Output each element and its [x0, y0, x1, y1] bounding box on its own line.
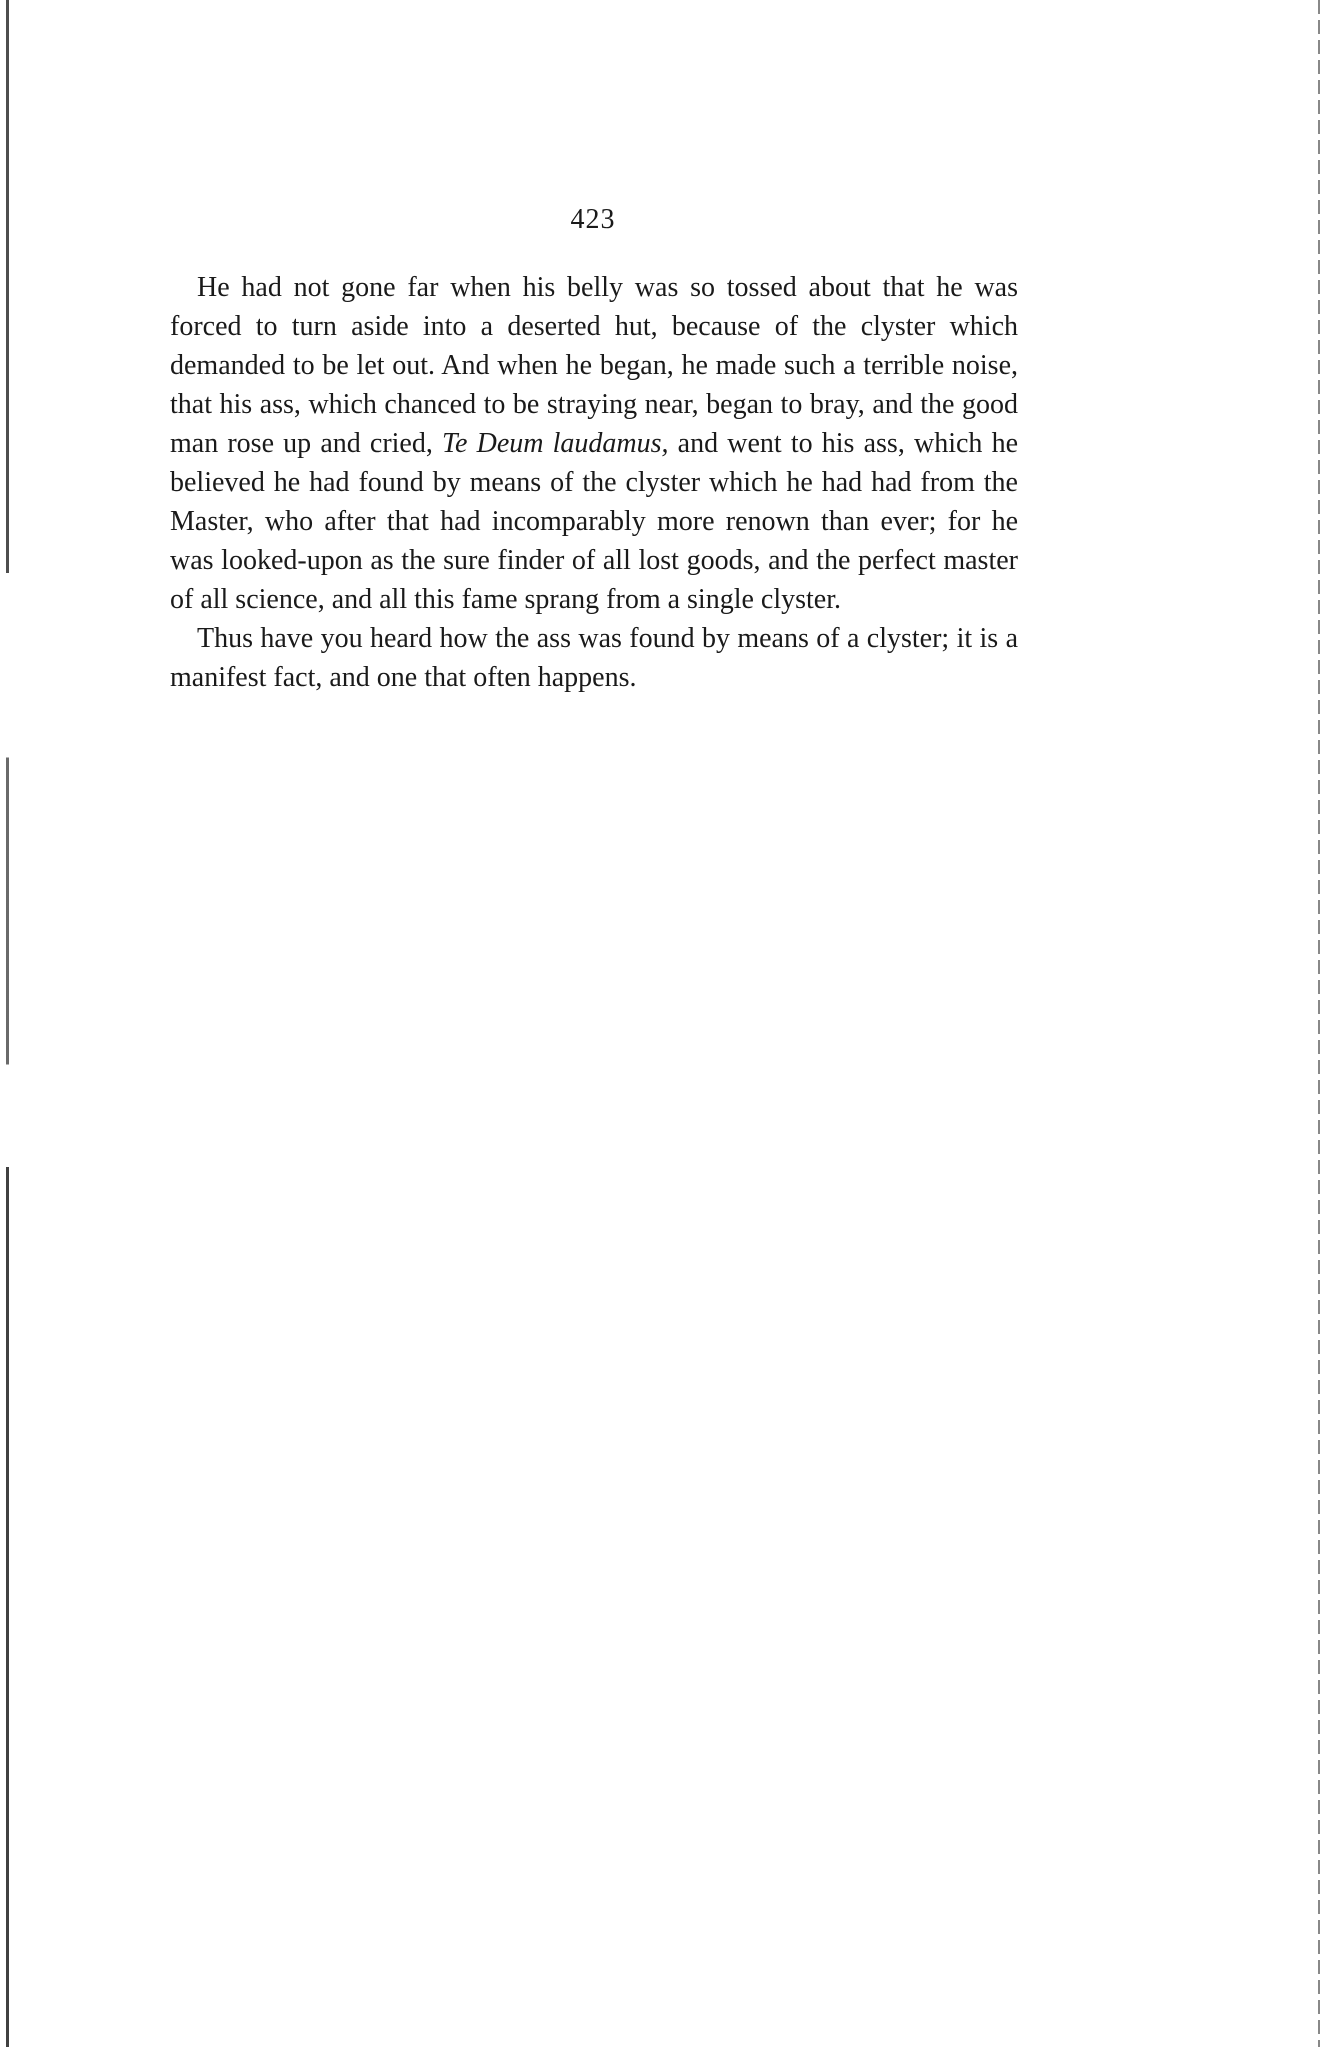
page-number: 423 — [570, 204, 616, 235]
paragraph-1-latin-phrase: Te Deum laudamus, — [442, 428, 669, 459]
paragraph-1 — [170, 268, 1018, 619]
paragraph-1-text-end: and went to his ass, which he believed he had found by means of the clyster which he had had from the Master, who after that had incomparably more renown than ever; for he was looked-upon as the sure finder of all lost goods, and the perfect master of all science, and all this fame sprang from a single clyster. — [170, 428, 1018, 615]
left-scan-edge — [6, 0, 9, 2047]
paragraph-2: Thus have you heard how the ass was found by means of a clyster; it is a manifest fact, and one that often happens. — [170, 623, 1018, 693]
paragraph-1-text-start: He had not gone far when his belly was so tossed about that he was forced to turn aside into a deserted hut, because of the clyster which demanded to be let out. And when he began, he made such a terrible noise, that his ass, which chanced to be straying near, began to bray, and the good man rose up and cried, — [170, 272, 1018, 459]
body-text — [170, 268, 1018, 697]
right-scan-edge — [1318, 0, 1320, 2047]
